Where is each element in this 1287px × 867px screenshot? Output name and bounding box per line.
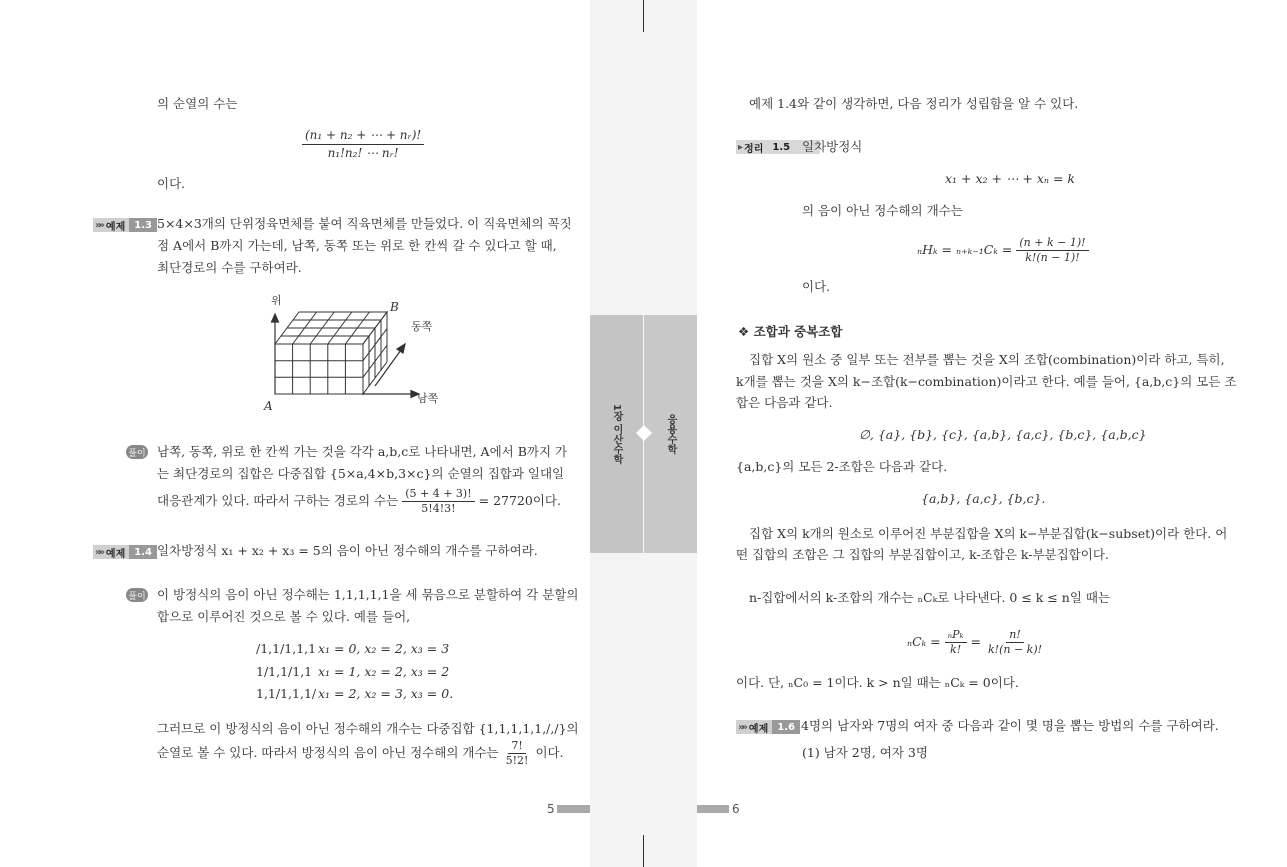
- page-number: 5: [547, 802, 555, 816]
- gutter-mark-bottom: [643, 835, 644, 867]
- example-1-4-text: 일차방정식 x₁ + x₂ + x₃ = 5의 음이 아닌 정수해의 개수를 구하여라.: [157, 543, 538, 558]
- section-heading: ❖ 조합과 중복조합: [738, 324, 843, 339]
- chevron-icon: »»: [738, 721, 745, 733]
- page-number-bar: [557, 805, 590, 813]
- book-side-tab: 응용수학: [644, 315, 697, 553]
- example-1-6-item1: (1) 남자 2명, 여자 3명: [802, 745, 928, 760]
- multiset-permutation-formula: [300, 128, 426, 161]
- figure-label-a: A: [264, 399, 273, 413]
- combination-formula: ₙCₖ = $\frac{\text{ₙPₖ}}{k!}$ = $\frac{n!}{k!(n - k)!}$: [907, 627, 1043, 656]
- diamond-bullet-icon: ❖: [738, 324, 750, 339]
- example-1-6-tag: »» 예제 1.6: [736, 720, 800, 734]
- solution-1-4-line2: 합으로 이루어진 것으로 볼 수 있다. 예를 들어,: [157, 609, 411, 624]
- right-page: [697, 0, 1287, 867]
- left-page: [0, 0, 590, 867]
- example-1-3-line2: 점 A에서 B까지 가는데, 남쪽, 동쪽 또는 위로 한 칸씩 갈 수 있다고 할 때,: [157, 238, 557, 253]
- partition-example-row: /1,1/1,1,1 x₁ = 0, x₂ = 2, x₃ = 3: [256, 641, 450, 656]
- example-1-6-text: 4명의 남자와 7명의 여자 중 다음과 같이 몇 명을 뽑는 방법의 수를 구하여라.: [801, 718, 1219, 733]
- linear-equation: x₁ + x₂ + ⋯ + xₙ = k: [945, 171, 1075, 186]
- solution-1-3-line1: 남쪽, 동쪽, 위로 한 칸씩 가는 것을 각각 a,b,c로 나타내면, A에서 B까지 가: [157, 444, 568, 459]
- solution-1-4-line1: 이 방정식의 음이 아닌 정수해는 1,1,1,1,1을 세 묶음으로 분할하여 각 분할의: [157, 587, 579, 602]
- two-combinations-intro: {a,b,c}의 모든 2-조합은 다음과 같다.: [736, 459, 948, 474]
- theorem-1-5-tag: ▸ 정리 1.5: [736, 140, 820, 154]
- chevron-icon: »»: [95, 546, 102, 558]
- figure-label-b: B: [390, 300, 399, 314]
- partition-example-row: 1/1,1/1,1 x₁ = 1, x₂ = 2, x₃ = 2: [256, 664, 450, 679]
- figure-label-east: 동쪽: [411, 320, 433, 333]
- theorem-intro: 예제 1.4와 같이 생각하면, 다음 정리가 성립함을 알 수 있다.: [749, 96, 1079, 111]
- subset-def-line2: 떤 집합의 조합은 그 집합의 부분집합이고, k-조합은 k-부분집합이다.: [736, 547, 1109, 562]
- example-1-3-line1: 5×4×3개의 단위정육면체를 붙여 직육면체를 만들었다. 이 직육면체의 꼭짓: [157, 216, 572, 231]
- theorem-text: 의 음이 아닌 정수해의 개수는: [802, 203, 963, 218]
- all-combinations-set: ∅, {a}, {b}, {c}, {a,b}, {a,c}, {b,c}, {a,b,c}: [859, 427, 1147, 442]
- theorem-title: 일차방정식: [802, 139, 863, 154]
- theorem-conclusion: 이다.: [802, 279, 831, 294]
- permutation-conclusion: 이다.: [157, 176, 186, 191]
- solution-1-3-line2: 는 최단경로의 집합은 다중집합 {5×a,4×b,3×c}의 순열의 집합과 일대일: [157, 466, 565, 481]
- gutter-mark-top: [643, 0, 644, 32]
- figure-label-south: 남쪽: [417, 392, 439, 405]
- formula-denominator: n₁!n₂! ⋯ nᵣ!: [327, 146, 399, 160]
- page-number-bar: [697, 805, 729, 813]
- triangle-icon: ▸: [738, 141, 741, 153]
- formula-numerator: (n₁ + n₂ + ⋯ + nᵣ)!: [302, 128, 424, 145]
- combination-count-text: n-집합에서의 k-조합의 개수는 ₙCₖ로 나타낸다. 0 ≤ k ≤ n일 때는: [749, 590, 1111, 605]
- combination-def-line1: 집합 X의 원소 중 일부 또는 전부를 뽑는 것을 X의 조합(combination)이라 하고, 특히,: [749, 352, 1225, 367]
- partition-example-row: 1,1/1,1,1/ x₁ = 2, x₂ = 3, x₃ = 0.: [256, 686, 454, 701]
- example-1-3-line3: 최단경로의 수를 구하여라.: [157, 260, 302, 275]
- solution-badge: 풀이: [126, 588, 148, 602]
- chapter-side-tab: 1장 이산수학: [590, 315, 643, 553]
- example-1-3-tag: »» 예제 1.3: [93, 218, 157, 232]
- solution-1-4-line3: 그러므로 이 방정식의 음이 아닌 정수해의 개수는 다중집합 {1,1,1,1,1,/,/}의: [157, 721, 579, 736]
- figure-label-up: 위: [271, 294, 282, 307]
- permutation-intro: 의 순열의 수는: [157, 96, 238, 111]
- combination-def-line3: 합은 다음과 같다.: [736, 395, 833, 410]
- solution-1-4-line4: 순열로 볼 수 있다. 따라서 방정식의 음이 아닌 정수해의 개수는 $\frac{7!}{5!2!}$ 이다.: [157, 738, 564, 767]
- gutter-notch-icon: [636, 425, 652, 441]
- example-1-4-tag: »» 예제 1.4: [93, 545, 157, 559]
- two-combinations-set: {a,b}, {a,c}, {b,c}.: [921, 491, 1046, 506]
- chevron-icon: »»: [95, 219, 102, 231]
- page-number: 6: [732, 802, 740, 816]
- repetition-combination-formula: ₙHₖ = ₙ₊ₖ₋₁Cₖ = $\frac{(n + k - 1)!}{k!(n - 1)!}$: [917, 234, 1091, 266]
- combination-boundary-text: 이다. 단, ₙC₀ = 1이다. k > n일 때는 ₙCₖ = 0이다.: [736, 675, 1019, 690]
- subset-def-line1: 집합 X의 k개의 원소로 이루어진 부분집합을 X의 k−부분집합(k−subset)이라 한다. 어: [749, 526, 1228, 541]
- solution-1-3-line3: 대응관계가 있다. 따라서 구하는 경로의 수는 $\frac{(5 + 4 + 3)!}{5!4!3!}$ = 27720이다.: [157, 486, 561, 515]
- solution-badge: 풀이: [126, 445, 148, 459]
- combination-def-line2: k개를 뽑는 것을 X의 k−조합(k−combination)이라고 한다. 예를 들어, {a,b,c}의 모든 조: [736, 374, 1237, 389]
